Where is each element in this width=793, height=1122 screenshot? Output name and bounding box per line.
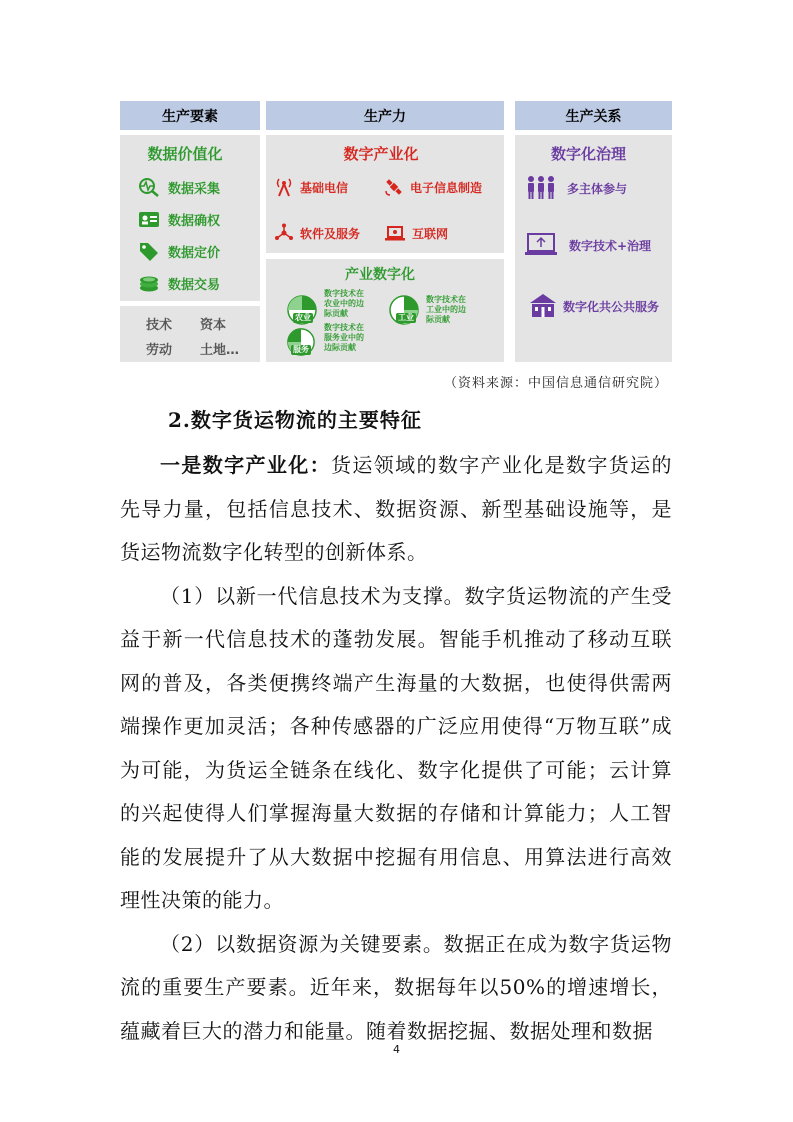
factor-capital: 资本 bbox=[200, 318, 227, 333]
page-number: 4 bbox=[393, 1043, 400, 1056]
paragraph-lead: 一是数字产业化： bbox=[160, 453, 331, 477]
panel-digital-governance bbox=[515, 135, 672, 362]
item-label: 基础电信 bbox=[300, 180, 349, 195]
item-label: 数据采集 bbox=[168, 181, 221, 197]
paragraph-digital-industrialization bbox=[120, 444, 672, 575]
paragraph-new-it: （1）以新一代信息技术为支撑。数字货运物流的产生受益于新一代信息技术的蓬勃发展。智能手机推动了移动互联网的普及，各类便携终端产生海量的大数据，也使得供需两端操作更加灵活；各种传感器的广泛应用使得“万物互联”成为可能，为货运全链条在线化、数字化提供了可能；云计算的兴起使得人们掌握海量大数据的存储和计算能力；人工智能的发展提升了从大数据中挖掘有用信息、用算法进行高效理性决策的能力。 bbox=[120, 583, 672, 912]
satellite-icon bbox=[384, 177, 404, 197]
panel-title-data-valuation: 数据价值化 bbox=[147, 145, 223, 163]
item-data-trading bbox=[138, 273, 220, 293]
panel-industrial-digitization bbox=[266, 259, 504, 362]
factor-tech: 技术 bbox=[146, 318, 173, 333]
item-internet bbox=[384, 223, 448, 243]
header-production-factors: 生产要素 bbox=[120, 101, 260, 130]
item-basic-telecom bbox=[274, 177, 348, 197]
agriculture-contribution-text: 数字技术在农业中的边际贡献 bbox=[324, 289, 364, 318]
item-multi-party bbox=[525, 175, 627, 201]
header-productive-forces: 生产力 bbox=[266, 101, 504, 130]
item-label: 数字化共公共服务 bbox=[563, 299, 660, 314]
panel-data-valuation bbox=[120, 135, 260, 301]
id-card-icon bbox=[138, 209, 160, 229]
coins-icon bbox=[138, 273, 160, 293]
section-heading: 2.数字货运物流的主要特征 bbox=[168, 408, 422, 432]
monitor-icon bbox=[525, 232, 557, 258]
services-badge: 服务 bbox=[293, 345, 309, 354]
item-label: 软件及服务 bbox=[300, 226, 361, 241]
item-electronic-manufacturing bbox=[384, 177, 482, 197]
panel-title-industrial-digitization: 产业数字化 bbox=[345, 267, 415, 283]
panel-traditional-factors bbox=[120, 306, 260, 362]
item-label: 数据交易 bbox=[168, 277, 221, 293]
item-data-rights bbox=[138, 209, 220, 229]
figure-source: （资料来源：中国信息通信研究院） bbox=[443, 376, 668, 391]
item-label: 数字技术+治理 bbox=[569, 238, 652, 253]
services-contribution-text: 数字技术在服务业中的边际贡献 bbox=[324, 323, 364, 352]
industry-badge: 工业 bbox=[398, 313, 414, 322]
price-tag-icon bbox=[138, 241, 160, 261]
antenna-icon bbox=[274, 177, 294, 197]
panel-title-digital-governance: 数字化治理 bbox=[550, 145, 626, 163]
industry-contribution-text: 数字技术在工业中的边际贡献 bbox=[426, 295, 466, 324]
pulse-search-icon bbox=[138, 177, 160, 197]
network-icon bbox=[274, 223, 294, 243]
paragraph-data-resource: （2）以数据资源为关键要素。数据正在成为数字货运物流的重要生产要素。近年来，数据每年以50%的增速增长，蕴藏着巨大的潜力和能量。随着数据挖掘、数据处理和数据 bbox=[120, 931, 672, 1043]
item-digital-public-services bbox=[529, 293, 659, 319]
item-label: 多主体参与 bbox=[567, 181, 628, 196]
item-software-services bbox=[274, 223, 360, 243]
item-label: 数据确权 bbox=[168, 213, 221, 229]
panel-digital-industrialization bbox=[266, 135, 504, 253]
agriculture-badge: 农业 bbox=[295, 313, 311, 322]
paragraph-body: 货运领域的数字产业化是数字货运的先导力量，包括信息技术、数据资源、新型基础设施等，是货运物流数字化转型的创新体系。 bbox=[120, 453, 673, 564]
factor-labor: 劳动 bbox=[146, 343, 173, 358]
item-label: 数据定价 bbox=[168, 245, 221, 261]
header-production-relations: 生产关系 bbox=[515, 101, 672, 130]
item-label: 互联网 bbox=[412, 226, 449, 241]
item-data-pricing bbox=[138, 241, 220, 261]
item-label: 电子信息制造 bbox=[410, 180, 483, 195]
laptop-icon bbox=[384, 223, 406, 243]
factor-land: 土地… bbox=[200, 343, 240, 358]
body-text bbox=[120, 444, 672, 1053]
item-data-collection bbox=[138, 177, 220, 197]
people-icon bbox=[525, 175, 557, 201]
panel-title-digital-industrialization: 数字产业化 bbox=[343, 145, 419, 163]
item-digital-tech-governance bbox=[525, 232, 651, 258]
building-icon bbox=[529, 293, 557, 319]
